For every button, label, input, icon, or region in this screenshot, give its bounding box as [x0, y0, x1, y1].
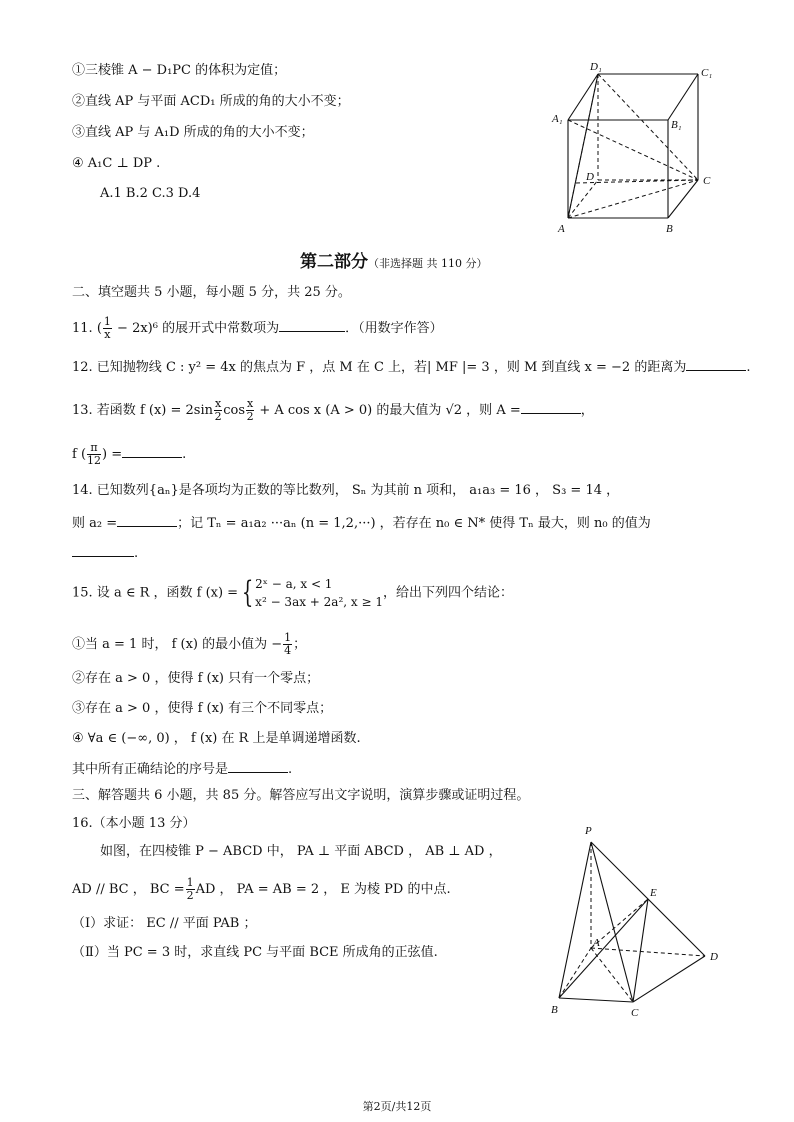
- q12: [72, 358, 750, 377]
- cube-label-d: D: [586, 171, 594, 183]
- q15-pre: 15. 设 a ∈ R ，函数 f (x) =: [72, 585, 239, 601]
- q15-brace: {: [241, 575, 254, 610]
- q11-tail: ．（用数字作答）: [345, 321, 443, 336]
- q13: [72, 398, 594, 423]
- q13-frac1-num: x: [215, 397, 222, 410]
- q14-blank-a2[interactable]: [117, 514, 177, 527]
- q15-ask-text: 其中所有正确结论的序号是: [72, 762, 229, 777]
- q13-frac1-den: 2: [214, 410, 222, 423]
- part2-subtitle: （非选择题 共 110 分）: [368, 257, 488, 270]
- cube-label-c1: C₁: [701, 67, 713, 79]
- q15-item1: [72, 632, 306, 657]
- q14-line1: 14. 已知数列{aₙ}是各项均为正数的等比数列， Sₙ 为其前 n 项和， a₁a₃ = 16 ， S₃ = 14 ，: [72, 483, 620, 498]
- q12-text: 12. 已知抛物线 C : y² = 4x 的焦点为 F ，点 M 在 C 上，若| MF |= 3 ，则 M 到直线 x = −2 的距离为: [72, 360, 687, 375]
- q13-frac-1: [214, 398, 222, 423]
- q13-line2-post: ) =: [102, 447, 123, 462]
- q11-num: 11.: [72, 321, 93, 336]
- cube-label-b: B: [666, 223, 673, 235]
- q15-cases: [255, 575, 383, 611]
- cube-label-a: A: [558, 223, 565, 235]
- q16-line2-post: AD ， PA = AB = 2 ， E 为棱 PD 的中点.: [195, 882, 451, 897]
- q13-frac-pi: [87, 442, 101, 467]
- q10-item-2: ②直线 AP 与平面 ACD₁ 所成的角的大小不变；: [72, 94, 350, 109]
- q13-frac2-den: 2: [246, 410, 254, 423]
- q16-part2: （Ⅱ）当 PC = 3 时，求直线 PC 与平面 BCE 所成角的正弦值.: [72, 945, 438, 960]
- q10-item-1: ①三棱锥 A − D₁PC 的体积为定值；: [72, 63, 287, 78]
- q16-frac-den: 2: [186, 889, 194, 902]
- q15-ask-tail: .: [288, 762, 293, 777]
- pyr-label-d: D: [710, 951, 718, 963]
- q13-frac2-num: x: [247, 397, 254, 410]
- q13-line2-pre: f (: [72, 447, 87, 462]
- part2-title: [300, 247, 488, 272]
- q11-frac-num: 1: [103, 315, 111, 328]
- q13-frac-pi-den: 12: [87, 454, 102, 467]
- part2-title-text: 第二部分: [300, 252, 368, 272]
- q13-blank-a[interactable]: [521, 401, 581, 414]
- q13-line2-tail: .: [182, 447, 187, 462]
- page-footer: 第2页/共12页: [362, 1100, 432, 1113]
- q13-tail: ，: [580, 403, 594, 418]
- pyr-label-b: B: [551, 1004, 558, 1016]
- q16-frac: [186, 877, 195, 902]
- q16-head: 16.（本小题 13 分）: [72, 816, 196, 831]
- q16-frac-num: 1: [186, 876, 194, 889]
- q11-blank[interactable]: [279, 319, 345, 332]
- q10-item-4: ④ A₁C ⊥ DP .: [72, 156, 161, 171]
- q13-frac-pi-num: π: [87, 442, 101, 455]
- q10-options: A.1 B.2 C.3 D.4: [100, 186, 201, 201]
- q15-case1: 2ˣ − a, x < 1: [255, 577, 333, 591]
- q13-pre: 13. 若函数 f (x) = 2sin: [72, 403, 213, 418]
- q11: 11. ( $\frac{1}{x}$ − 2x)⁶ 的展开式中常数项为 ．（用数字作答）: [72, 315, 443, 341]
- pyr-label-p: P: [585, 825, 592, 837]
- q16-line2-pre: AD // BC ， BC =: [72, 882, 185, 897]
- q11-expr: − 2x)⁶ 的展开式中常数项为: [112, 321, 280, 336]
- cube-label-c: C: [703, 175, 711, 187]
- q15-item4: ④ ∀a ∈ (−∞, 0) ， f (x) 在 R 上是单调递增函数.: [72, 731, 361, 746]
- section3-header: 三、解答题共 6 小题，共 85 分。解答应写出文字说明，演算步骤或证明过程。: [72, 788, 530, 803]
- q14-line3-tail: .: [134, 546, 139, 561]
- pyr-label-e: E: [650, 887, 657, 899]
- cube-label-d1: D₁: [590, 61, 602, 73]
- q15-item2: ②存在 a > 0 ，使得 f (x) 只有一个零点；: [72, 671, 320, 686]
- pyr-label-a: A: [593, 937, 600, 949]
- q14-line3: [72, 544, 138, 563]
- q13-mid1: cos: [223, 403, 245, 418]
- q15-item3: ③存在 a > 0 ，使得 f (x) 有三个不同零点；: [72, 701, 333, 716]
- q15-case2: x² − 3ax + 2a², x ≥ 1: [255, 595, 383, 609]
- q15-line1: [72, 575, 513, 609]
- q15-item1-frac: [283, 632, 292, 657]
- q14-line2-mid: ；记 Tₙ = a₁a₂ ···aₙ (n = 1,2,···) ，若存在 n₀ ∈ N* 使得 Tₙ 最大，则 n₀ 的值为: [177, 516, 651, 531]
- q15-item1-den: 4: [284, 644, 292, 657]
- cube-label-b1: B₁: [671, 119, 682, 131]
- q16-part1: （Ⅰ）求证： EC // 平面 PAB ；: [72, 916, 257, 931]
- q15-ask: [72, 760, 292, 779]
- q10-item-3: ③直线 AP 与 A₁D 所成的角的大小不变；: [72, 125, 314, 140]
- cube-figure: [548, 58, 728, 238]
- q15-item1-num: 1: [284, 631, 292, 644]
- q14-line2-pre: 则 a₂ =: [72, 516, 118, 531]
- q15-item1-pre: ①当 a = 1 时， f (x) 的最小值为 −: [72, 637, 283, 652]
- pyramid-figure: [545, 820, 735, 1020]
- cube-label-a1: A₁: [552, 113, 563, 125]
- q12-tail: .: [746, 360, 751, 375]
- q12-blank[interactable]: [686, 358, 746, 371]
- q16-line1: 如图，在四棱锥 P − ABCD 中， PA ⊥ 平面 ABCD ， AB ⊥ AD ，: [100, 844, 502, 859]
- q14-blank-n0[interactable]: [72, 544, 134, 557]
- q16-line2: [72, 877, 451, 902]
- q13-line2: [72, 442, 186, 467]
- q15-post: ，给出下列四个结论：: [383, 585, 514, 601]
- q14-line2: [72, 514, 651, 533]
- q15-item1-post: ；: [293, 637, 307, 652]
- q15-blank[interactable]: [228, 760, 288, 773]
- q11-frac: [103, 316, 112, 341]
- q11-frac-den: x: [104, 328, 111, 341]
- section2-header: 二、填空题共 5 小题，每小题 5 分，共 25 分。: [72, 285, 351, 300]
- q13-mid2: + A cos x (A > 0) 的最大值为 √2 ，则 A =: [255, 403, 521, 418]
- pyr-label-c: C: [631, 1007, 639, 1019]
- q13-blank-b[interactable]: [122, 445, 182, 458]
- q13-frac-2: [246, 398, 254, 423]
